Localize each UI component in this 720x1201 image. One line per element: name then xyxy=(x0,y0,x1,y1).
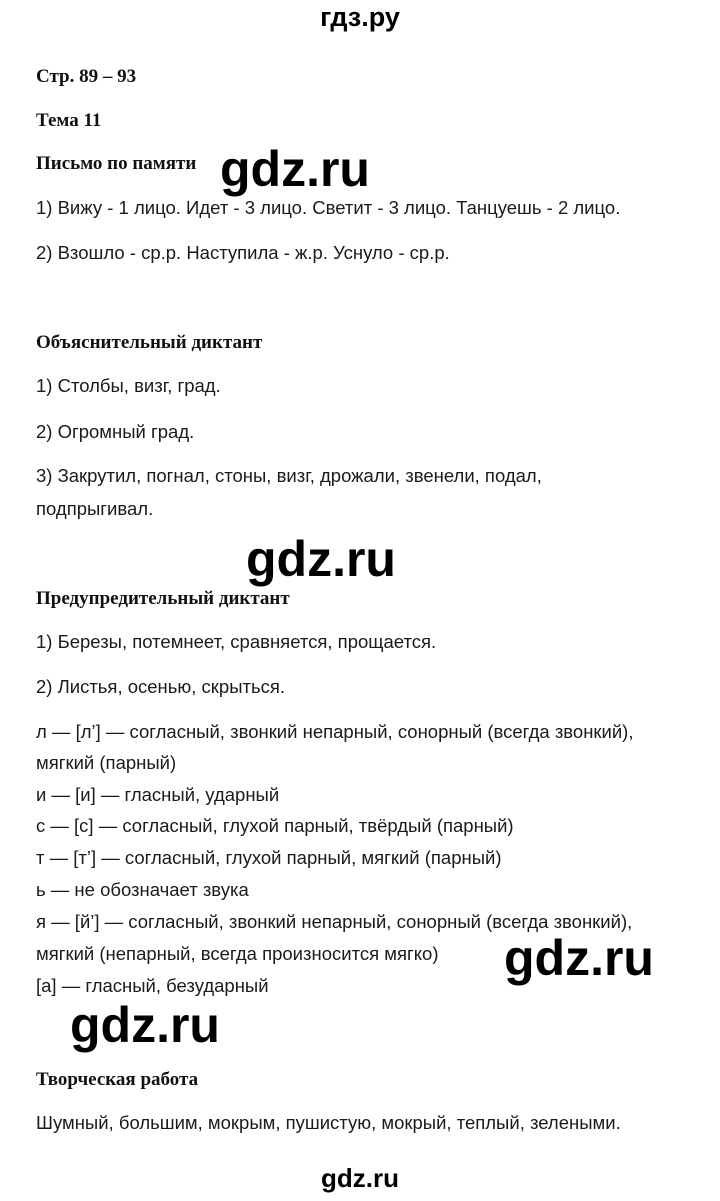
phonetic-line-9: [а] — гласный, безударный xyxy=(36,975,269,996)
watermark-gdz-3: gdz.ru xyxy=(504,930,654,986)
creative-line-1: Шумный, большим, мокрым, пушистую, мокрый, теплый, зелеными. xyxy=(36,1112,621,1133)
warning-line-2: 2) Листья, осенью, скрыться. xyxy=(36,676,286,697)
watermark-gdz-4: gdz.ru xyxy=(70,997,220,1053)
explanatory-line-3: 3) Закрутил, погнал, стоны, визг, дрожали, звенели, подал, xyxy=(36,465,542,486)
explanatory-line-4: подпрыгивал. xyxy=(36,498,154,519)
watermark-gdz-1: gdz.ru xyxy=(220,141,370,197)
phonetic-line-3: и — [и] — гласный, ударный xyxy=(36,784,280,805)
phonetic-line-6: ь — не обозначает звука xyxy=(36,879,249,900)
phonetic-line-4: с — [с] — согласный, глухой парный, твёрдый (парный) xyxy=(36,815,514,836)
memory-line-2: 2) Взошло - ср.р. Наступила - ж.р. Уснуло - ср.р. xyxy=(36,242,450,263)
watermark-gdz-2: gdz.ru xyxy=(246,531,396,587)
warning-line-1: 1) Березы, потемнеет, сравняется, прощается. xyxy=(36,631,437,652)
page-reference: Стр. 89 – 93 xyxy=(36,66,137,87)
phonetic-line-7: я — [й’] — согласный, звонкий непарный, сонорный (всегда звонкий), xyxy=(36,911,633,932)
explanatory-line-1: 1) Столбы, визг, град. xyxy=(36,375,221,396)
phonetic-line-2: мягкий (парный) xyxy=(36,752,177,773)
phonetic-line-5: т — [т’] — согласный, глухой парный, мягкий (парный) xyxy=(36,847,502,868)
section-title-memory: Письмо по памяти xyxy=(36,153,197,174)
section-title-explanatory: Объяснительный диктант xyxy=(36,332,263,353)
topic-title: Тема 11 xyxy=(36,110,102,131)
footer-watermark: gdz.ru xyxy=(321,1163,399,1193)
memory-line-1: 1) Вижу - 1 лицо. Идет - 3 лицо. Светит - 3 лицо. Танцуешь - 2 лицо. xyxy=(36,197,621,218)
section-title-warning: Предупредительный диктант xyxy=(36,588,290,609)
section-title-creative: Творческая работа xyxy=(36,1069,199,1090)
explanatory-line-2: 2) Огромный град. xyxy=(36,421,195,442)
phonetic-line-8: мягкий (непарный, всегда произносится мягко) xyxy=(36,943,439,964)
phonetic-line-1: л — [л’] — согласный, звонкий непарный, сонорный (всегда звонкий), xyxy=(36,721,634,742)
site-header: гдз.ру xyxy=(320,2,400,32)
